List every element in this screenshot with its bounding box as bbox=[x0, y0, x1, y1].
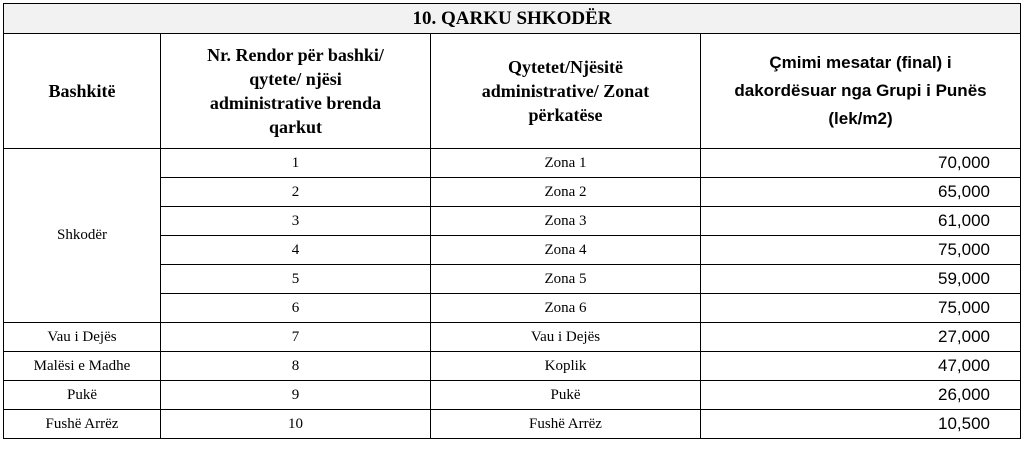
header-order-line: administrative brenda bbox=[209, 93, 382, 113]
header-zones-line: Qytetet/Njësitë bbox=[508, 57, 623, 77]
order-cell: 2 bbox=[161, 178, 431, 207]
order-cell: 6 bbox=[161, 294, 431, 323]
order-cell: 9 bbox=[161, 381, 431, 410]
header-row bbox=[4, 34, 1021, 149]
zone-cell: Pukë bbox=[431, 381, 701, 410]
zone-cell: Koplik bbox=[431, 352, 701, 381]
zone-cell: Zona 5 bbox=[431, 265, 701, 294]
zone-cell: Zona 1 bbox=[431, 149, 701, 178]
header-zones-line: administrative/ Zonat bbox=[481, 81, 650, 101]
zone-cell: Vau i Dejës bbox=[431, 323, 701, 352]
order-cell: 3 bbox=[161, 207, 431, 236]
header-order-number bbox=[161, 34, 431, 149]
price-cell: 70,000 bbox=[701, 149, 1021, 178]
header-order-line: qarkut bbox=[268, 117, 322, 137]
price-cell: 27,000 bbox=[701, 323, 1021, 352]
header-price-line: dakordësuar nga Grupi i Punës bbox=[734, 81, 987, 100]
header-zones bbox=[431, 34, 701, 149]
price-cell: 26,000 bbox=[701, 381, 1021, 410]
header-price-line: Çmimi mesatar (final) i bbox=[769, 53, 952, 72]
header-order-line: qytete/ njësi bbox=[249, 69, 342, 89]
table-row bbox=[4, 352, 1021, 381]
table-row bbox=[4, 410, 1021, 439]
title-row bbox=[4, 4, 1021, 34]
municipality-cell: Fushë Arrëz bbox=[4, 410, 161, 439]
price-cell: 75,000 bbox=[701, 236, 1021, 265]
zone-cell: Zona 4 bbox=[431, 236, 701, 265]
order-cell: 5 bbox=[161, 265, 431, 294]
zone-cell: Zona 2 bbox=[431, 178, 701, 207]
header-price-line: (lek/m2) bbox=[828, 109, 893, 128]
municipality-cell: Pukë bbox=[4, 381, 161, 410]
municipality-cell: Malësi e Madhe bbox=[4, 352, 161, 381]
price-cell: 47,000 bbox=[701, 352, 1021, 381]
header-price bbox=[701, 34, 1021, 149]
price-cell: 65,000 bbox=[701, 178, 1021, 207]
document-page bbox=[3, 3, 1021, 439]
header-zones-line: përkatëse bbox=[528, 105, 603, 125]
table-row bbox=[4, 149, 1021, 178]
table-row bbox=[4, 323, 1021, 352]
price-cell: 59,000 bbox=[701, 265, 1021, 294]
zone-cell: Zona 3 bbox=[431, 207, 701, 236]
zone-cell: Fushë Arrëz bbox=[431, 410, 701, 439]
order-cell: 8 bbox=[161, 352, 431, 381]
price-table bbox=[3, 3, 1021, 439]
table-row bbox=[4, 381, 1021, 410]
order-cell: 10 bbox=[161, 410, 431, 439]
order-cell: 1 bbox=[161, 149, 431, 178]
zone-cell: Zona 6 bbox=[431, 294, 701, 323]
price-cell: 61,000 bbox=[701, 207, 1021, 236]
municipality-cell: Shkodër bbox=[4, 149, 161, 323]
table-title: 10. QARKU SHKODËR bbox=[4, 4, 1021, 34]
price-cell: 10,500 bbox=[701, 410, 1021, 439]
order-cell: 7 bbox=[161, 323, 431, 352]
municipality-cell: Vau i Dejës bbox=[4, 323, 161, 352]
order-cell: 4 bbox=[161, 236, 431, 265]
header-order-line: Nr. Rendor për bashki/ bbox=[207, 45, 384, 65]
price-cell: 75,000 bbox=[701, 294, 1021, 323]
header-municipality: Bashkitë bbox=[4, 34, 161, 149]
